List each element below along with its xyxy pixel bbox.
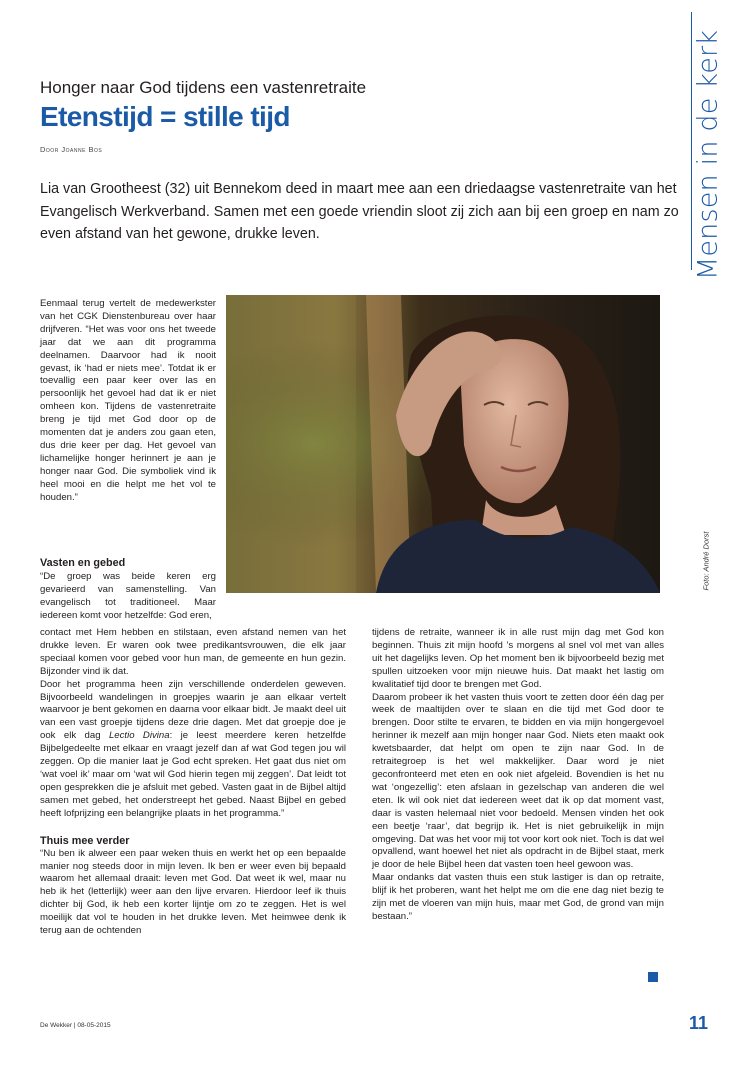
article-headline: Etenstijd = stille tijd — [40, 101, 290, 132]
subheading-vasten-en-gebed — [40, 557, 216, 570]
paragraph-narrow: “De groep was beide keren erg gevarieerd van samenstelling. Van evangelisch tot traditioneel. Maar iedereen komt voor hetzelfde: God eren, — [40, 571, 216, 621]
end-mark — [648, 972, 658, 982]
left-column — [40, 627, 346, 938]
paragraph-lectio-end: : je leest meerdere keren hetzelfde Bijbelgedeelte met elkaar en vraagt jezelf dan af wat God tegen jou wil zeggen. Op die manier laat je God echt spreken. Het gaat dus niet om ‘wat voel ik’ maar om ‘wat wil God hierin tegen mij zeggen’. Dat leidt tot open gesprekken die je afsluit met gebed. Vasten gaat in de Bijbel altijd samen met gebed, het onderstreept het gebed. Naast Bijbel en gebed heeft lofprijzing een belangrijke plaats in het programma.” — [40, 730, 346, 819]
article-kicker: Honger naar God tijdens een vastenretraite — [40, 78, 367, 97]
paragraph-wide: contact met Hem hebben en stilstaan, even afstand nemen van het drukke leven. Er waren ook twee predikantsvrouwen, die elk jaar speciaal komen voor gebed voor hun man, de gemeente en hun gezin. Bijzonder vind ik dat. — [40, 627, 346, 677]
section-label — [692, 29, 724, 281]
photo-credit-text: Foto: André Dorst — [701, 531, 711, 591]
subheading-text: Vasten en gebed — [40, 557, 126, 569]
right-column — [372, 627, 664, 924]
right-paragraph-3: Maar ondanks dat vasten thuis een stuk lastiger is dan op retraite, blijf ik het proberen, want het helpt me om die ene dag niet bezig te zijn met de vloeren van mijn huis, maar met God, de grond van mijn bestaan.” — [372, 872, 664, 922]
lead-paragraph: Lia van Grootheest (32) uit Bennekom deed in maart mee aan een driedaagse vastenretraite van het Evangelisch Werkverband. Samen met een goede vriendin sloot zij zich aan bij een groep en nam zo even afstand van het gewone, drukke leven. — [40, 181, 679, 242]
portrait-illustration — [226, 295, 660, 593]
paragraph-thuis: “Nu ben ik alweer een paar weken thuis en werkt het op een bepaalde manier nog steeds door in mijn leven. Ik ben er weer even bij bepaald waarom het allemaal draait: leven met God. Dat weet ik wel, maar nu heb ik het (letterlijk) weer aan den lijve ervaren. Hierdoor leef ik thuis dichter bij God, ik heb een korter lijntje om zo te zeggen. Het is wel moeilijk dat vol te houden in het drukke leven. Met heimwee denk ik terug aan de ochtenden — [40, 847, 346, 937]
lectio-divina-term: Lectio Divina — [108, 730, 170, 742]
subheading-thuis-mee-verder: Thuis mee verder — [40, 834, 130, 847]
right-paragraph-2: Daarom probeer ik het vasten thuis voort te zetten door één dag per week de maaltijden over te slaan en die tijd met God door te brengen. Door stilte te ervaren, te bidden en via mijn hongergevoel herinner ik mezelf aan mijn honger naar God. Niets eten maakt ook kwetsbaarder, dat helpt om open te zijn naar God. In de retraitegroep is het wel makkelijker. Daar word je niet geconfronteerd met eten en ook niet afgeleid. Bovendien is het nu wat ‘ongezellig’: eten afslaan in gezelschap van anderen die wel eten. Ik wil ook niet dat iedereen weet dat ik op dat moment vast, daar is vasten helemaal niet voor bedoeld. Mensen vinden het ook een beetje ‘raar’, dat begrijp ik. Het is niet gebruikelijk in mijn omgeving. Dat was het voor mij tot voor kort ook niet. Toch is dat wel opvallend, want hoewel het niet als opdracht in de Bijbel staat, merk je door de hele Bijbel heen dat vasten toen heel gewoon was. — [372, 691, 664, 871]
byline: Door Joanne Bos — [40, 145, 103, 154]
paragraph-lectio — [40, 679, 346, 821]
section-label-text: Mensen in de kerk — [692, 29, 724, 281]
right-paragraph-1: tijdens de retraite, wanneer ik in alle rust mijn dag met God kon beginnen. Thuis zit mijn hoofd ’s morgens al snel vol met van alles uit het dagelijks leven. Op het moment ben ik bijvoorbeeld bezig met spullen uitzoeken voor mijn nieuwe huis. Dat maakt het lastig om kwalitatief tijd door te brengen met God. — [372, 627, 664, 690]
narrow-paragraph — [40, 571, 216, 623]
portrait-photo — [226, 295, 660, 593]
intro-paragraph: Eenmaal terug vertelt de medewerkster van het CGK Dienstenbureau over haar drijfveren. “Het was voor ons het tweede jaar dat we aan dit programma deelnamen. Daarvoor had ik nooit gevast, ik ‘had er niets mee’. Totdat ik er toevallig een paar keer over las en persoonlijk het gevoel had dat ik er niet omheen kon. Tijdens de vastenretraite breng je tijd met God door op de momenten dat je anders zou gaan eten, dus drie keer per dag. Het gevoel van lichamelijke honger herinnert je aan je honger naar God. Die symboliek vind ik heel mooi en die helpt me het vol te houden.” — [40, 298, 216, 503]
intro-column — [40, 298, 216, 505]
footer-source: De Wekker | 08-05-2015 — [40, 1022, 111, 1029]
page-number: 11 — [689, 1013, 709, 1033]
photo-credit — [696, 525, 716, 597]
paragraph-lectio-start: Door het programma heen zijn verschillende onderdelen geweven. Bijvoorbeeld wandelingen in groepjes waarin je aan elkaar vertelt waarvoor je bent gekomen en daarna voor elkaar bidt. Je maakt deel uit van een vast groepje tijdens deze drie dagen. Met dat groepje doe je ook elk dag — [40, 678, 346, 742]
